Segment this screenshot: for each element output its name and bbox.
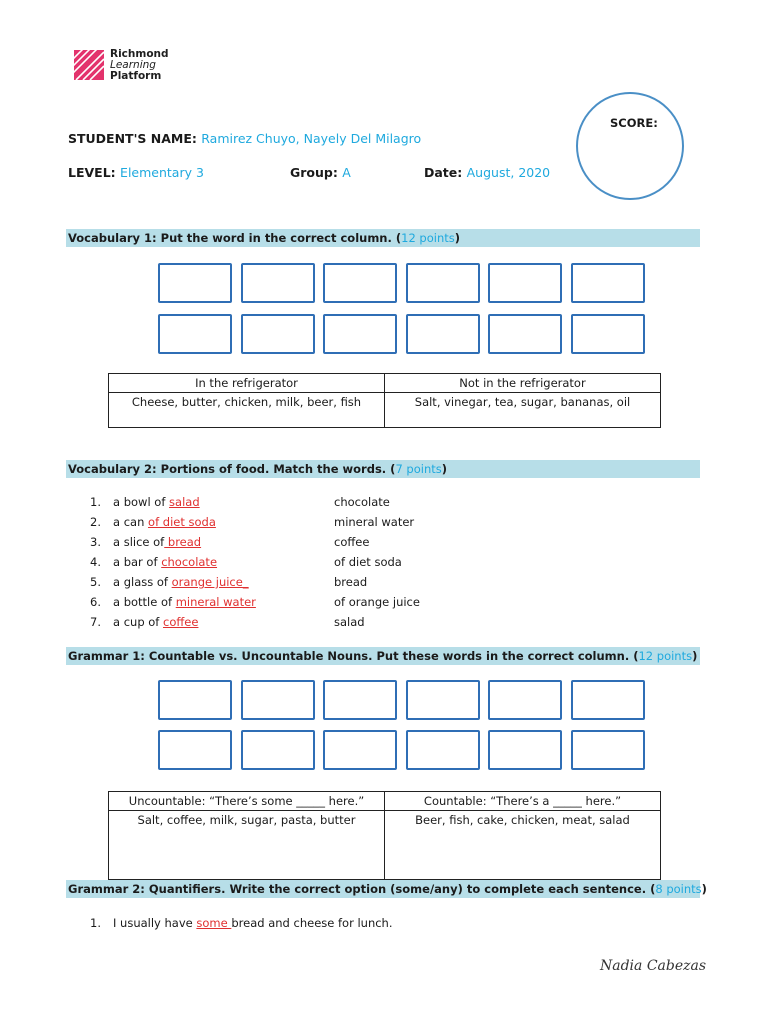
score-circle (576, 92, 684, 200)
item-answer[interactable]: some (196, 916, 232, 930)
word-box[interactable] (241, 314, 315, 354)
group-value: A (342, 165, 351, 180)
grammar2-title-close: ) (701, 882, 707, 896)
grammar1-title-text: Grammar 1: Countable vs. Uncountable Nouns. Put these words in the correct column. ( (68, 649, 639, 663)
match-option: of diet soda (334, 555, 402, 569)
item-prefix: a slice of (113, 535, 165, 549)
grammar1-header-col1: Uncountable: “There’s some _____ here.” (109, 792, 385, 811)
logo-wordmark (110, 49, 169, 82)
word-box[interactable] (323, 263, 397, 303)
word-box[interactable] (241, 730, 315, 770)
logo-line-1: Richmond (110, 48, 169, 60)
word-box[interactable] (406, 730, 480, 770)
item-prefix: I usually have (113, 916, 197, 930)
vocab1-cell-col1[interactable]: Cheese, butter, chicken, milk, beer, fish (109, 393, 385, 428)
word-box[interactable] (158, 314, 232, 354)
grammar1-cell-col1[interactable]: Salt, coffee, milk, sugar, pasta, butter (109, 811, 385, 880)
match-option: coffee (334, 535, 370, 549)
item-suffix: bread and cheese for lunch. (231, 916, 393, 930)
list-item (90, 495, 200, 509)
logo-line-2: Learning (110, 59, 156, 71)
group-label: Group: (290, 165, 338, 180)
list-item (90, 535, 201, 549)
item-answer[interactable]: of diet soda (148, 515, 216, 529)
word-box[interactable] (158, 680, 232, 720)
word-box[interactable] (241, 680, 315, 720)
item-answer[interactable]: mineral water (175, 595, 256, 609)
grammar1-table (108, 791, 661, 880)
list-item (90, 555, 217, 569)
match-option: bread (334, 575, 368, 589)
item-prefix: a cup of (113, 615, 164, 629)
word-box[interactable] (323, 680, 397, 720)
grammar1-title-close: ) (692, 649, 698, 663)
item-number: 1. (90, 495, 101, 509)
date-value: August, 2020 (466, 165, 551, 180)
match-option: of orange juice (334, 595, 420, 609)
vocab1-title-text: Vocabulary 1: Put the word in the correct column. ( (68, 231, 402, 245)
vocab2-list (90, 495, 690, 635)
vocab1-section-title (66, 229, 700, 247)
item-prefix: a can (113, 515, 149, 529)
grammar1-section-title (66, 647, 700, 665)
item-number: 3. (90, 535, 101, 549)
match-option: mineral water (334, 515, 415, 529)
student-name-field (68, 131, 421, 146)
richmond-logo-icon (74, 50, 104, 80)
word-box[interactable] (488, 314, 562, 354)
item-number: 5. (90, 575, 101, 589)
logo-line-3: Platform (110, 70, 162, 82)
level-field (68, 165, 204, 180)
list-item (90, 515, 216, 529)
vocab2-section-title (66, 460, 700, 478)
match-option: chocolate (334, 495, 390, 509)
score-label: SCORE: (610, 116, 658, 130)
group-field (290, 165, 351, 180)
item-answer[interactable]: chocolate (161, 555, 218, 569)
item-answer[interactable]: bread (164, 535, 202, 549)
date-label: Date: (424, 165, 463, 180)
grammar1-header-col2: Countable: “There’s a _____ here.” (385, 792, 661, 811)
list-item (90, 916, 393, 930)
teacher-signature: Nadia Cabezas (600, 958, 707, 974)
item-answer[interactable]: salad (169, 495, 200, 509)
grammar2-title-text: Grammar 2: Quantifiers. Write the correct option (some/any) to complete each sentence. ( (68, 882, 656, 896)
word-box[interactable] (406, 680, 480, 720)
vocab1-header-col1: In the refrigerator (109, 374, 385, 393)
vocab1-points: 12 points (401, 231, 455, 245)
list-item (90, 615, 198, 629)
vocab1-title-close: ) (454, 231, 460, 245)
word-box[interactable] (488, 680, 562, 720)
item-prefix: a glass of (113, 575, 172, 589)
vocab2-title-text: Vocabulary 2: Portions of food. Match the words. ( (68, 462, 396, 476)
item-number: 6. (90, 595, 101, 609)
word-box[interactable] (323, 314, 397, 354)
vocab1-cell-col2[interactable]: Salt, vinegar, tea, sugar, bananas, oil (385, 393, 661, 428)
vocab2-title-close: ) (441, 462, 447, 476)
word-box[interactable] (488, 730, 562, 770)
vocab1-table (108, 373, 661, 428)
list-item (90, 575, 249, 589)
word-box[interactable] (571, 730, 645, 770)
word-box[interactable] (158, 263, 232, 303)
word-box[interactable] (241, 263, 315, 303)
item-prefix: a bowl of (113, 495, 170, 509)
word-box[interactable] (406, 263, 480, 303)
vocab1-header-col2: Not in the refrigerator (385, 374, 661, 393)
match-option: salad (334, 615, 365, 629)
item-number: 2. (90, 515, 101, 529)
grammar1-cell-col2[interactable]: Beer, fish, cake, chicken, meat, salad (385, 811, 661, 880)
vocab2-points: 7 points (395, 462, 442, 476)
item-prefix: a bottle of (113, 595, 176, 609)
grammar2-section-title (66, 880, 707, 898)
date-field (424, 165, 550, 180)
grammar2-list (90, 916, 690, 936)
word-box[interactable] (406, 314, 480, 354)
grammar2-points: 8 points (655, 882, 702, 896)
item-answer[interactable]: orange juice_ (171, 575, 249, 589)
item-number: 4. (90, 555, 101, 569)
word-box[interactable] (571, 263, 645, 303)
grammar1-points: 12 points (638, 649, 693, 663)
student-name-label: STUDENT'S NAME: (68, 131, 197, 146)
item-number: 7. (90, 615, 101, 629)
word-box[interactable] (158, 730, 232, 770)
word-box[interactable] (488, 263, 562, 303)
word-box[interactable] (571, 680, 645, 720)
item-prefix: a bar of (113, 555, 162, 569)
word-box[interactable] (323, 730, 397, 770)
word-box[interactable] (571, 314, 645, 354)
student-name-value: Ramirez Chuyo, Nayely Del Milagro (201, 131, 422, 146)
item-number: 1. (90, 916, 101, 930)
level-label: LEVEL: (68, 165, 116, 180)
item-answer[interactable]: coffee (163, 615, 199, 629)
level-value: Elementary 3 (120, 165, 204, 180)
list-item (90, 595, 256, 609)
